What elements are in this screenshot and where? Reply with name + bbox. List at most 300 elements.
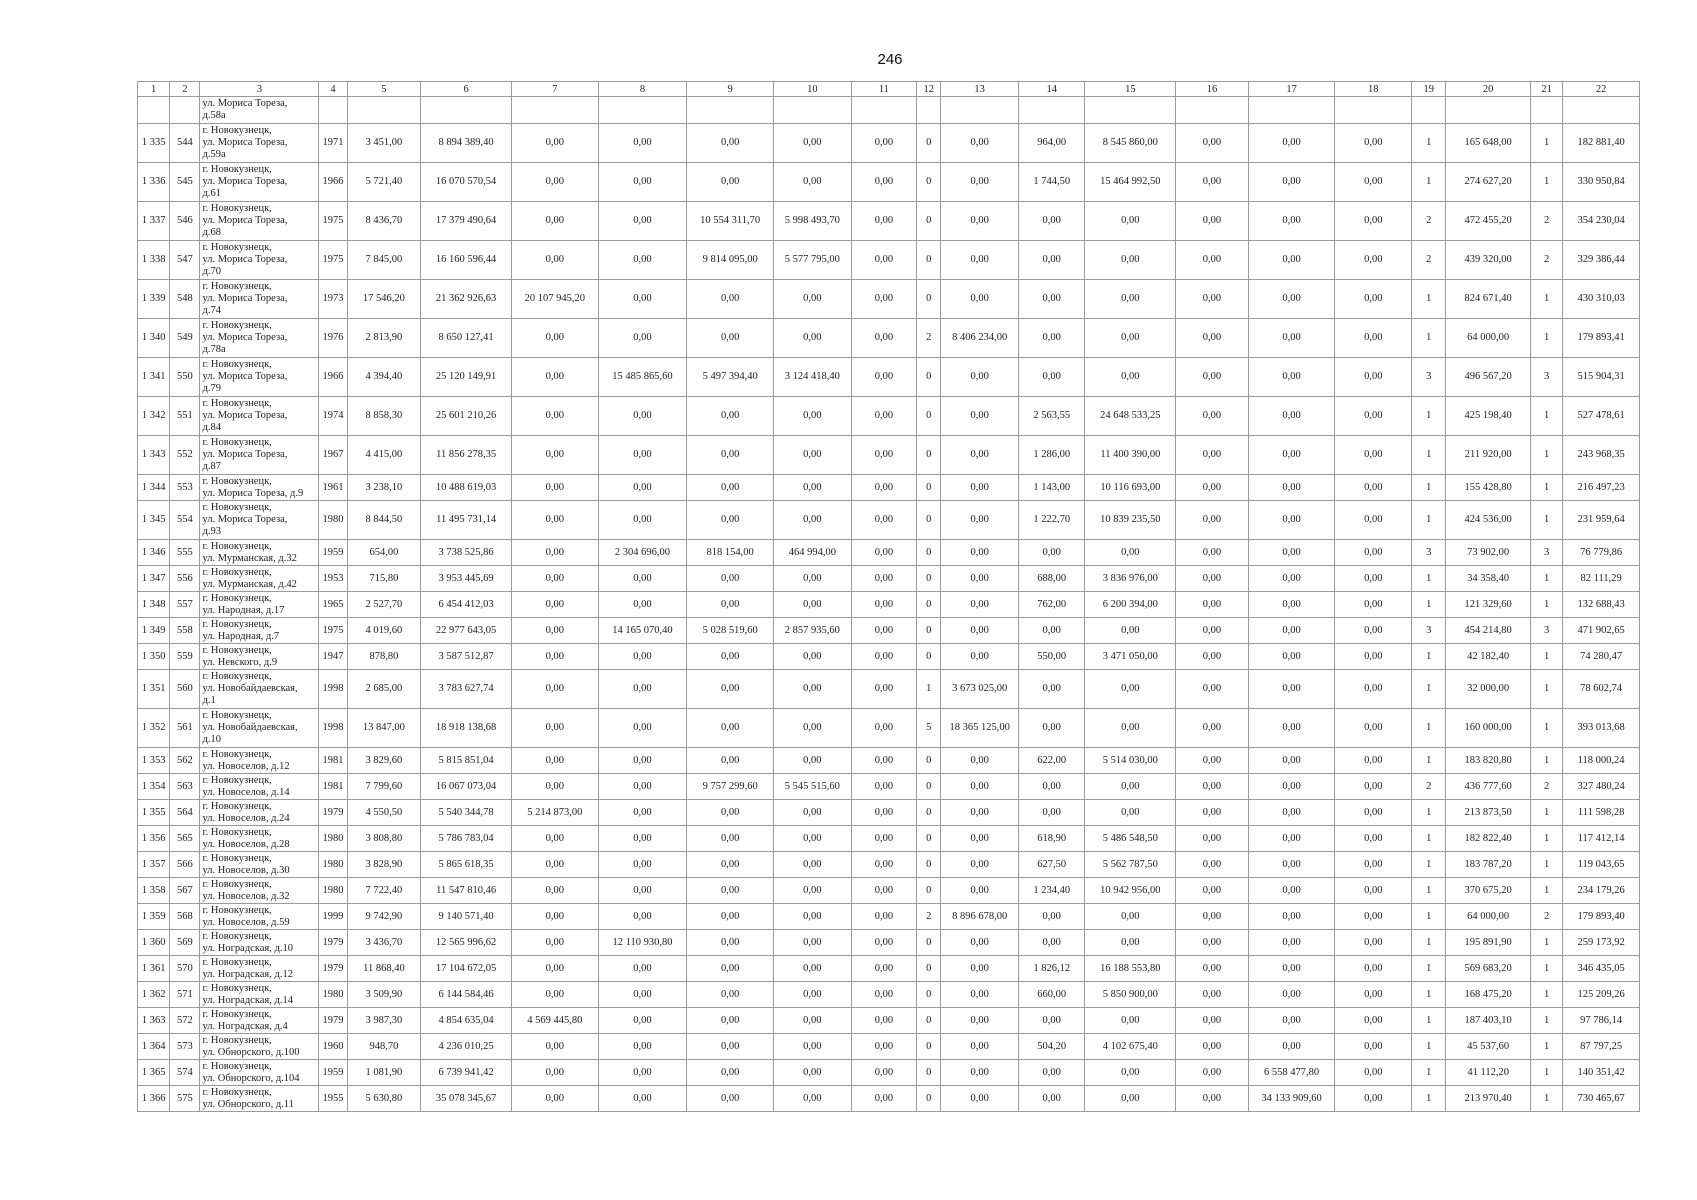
table-cell: 6 739 941,42 — [421, 1060, 512, 1086]
address-cell — [200, 501, 319, 540]
table-cell: 5 786 783,04 — [421, 826, 512, 852]
table-cell: 0,00 — [1335, 930, 1412, 956]
table-cell: 0,00 — [851, 163, 917, 202]
table-cell: 1953 — [319, 566, 347, 592]
table-cell: 0 — [917, 852, 941, 878]
table-cell: 0,00 — [687, 852, 774, 878]
table-cell: 0,00 — [1085, 202, 1176, 241]
table-cell: 1 335 — [138, 124, 170, 163]
table-cell: 0,00 — [1335, 592, 1412, 618]
table-cell: 179 893,40 — [1563, 904, 1640, 930]
table-cell: 0,00 — [941, 1086, 1019, 1112]
table-cell: 4 102 675,40 — [1085, 1034, 1176, 1060]
table-cell: 0,00 — [774, 280, 852, 319]
address-line: г. Новокузнецк, — [202, 592, 272, 604]
address-cell — [200, 800, 319, 826]
table-cell: 0,00 — [774, 904, 852, 930]
table-cell: 0,00 — [1335, 670, 1412, 709]
table-cell: 5 514 030,00 — [1085, 748, 1176, 774]
cell — [1335, 97, 1412, 124]
table-cell: 0,00 — [687, 826, 774, 852]
table-cell: 5 815 851,04 — [421, 748, 512, 774]
table-cell: 0 — [917, 540, 941, 566]
table-cell: 0,00 — [941, 956, 1019, 982]
table-cell: 574 — [170, 1060, 200, 1086]
table-cell: 0,00 — [774, 1086, 852, 1112]
table-cell: 179 893,41 — [1563, 319, 1640, 358]
table-cell: 0,00 — [941, 475, 1019, 501]
table-cell: 0,00 — [1248, 475, 1335, 501]
table-cell: 0,00 — [598, 982, 687, 1008]
table-cell: 1 — [1531, 319, 1563, 358]
table-cell: 1966 — [319, 163, 347, 202]
address-line: ул. Мориса Тореза, — [202, 137, 288, 148]
table-cell: 552 — [170, 436, 200, 475]
table-cell: 1 — [1531, 1034, 1563, 1060]
address-line: ул. Мориса Тореза, — [202, 293, 288, 304]
table-cell: 0,00 — [774, 982, 852, 1008]
table-cell: 0,00 — [851, 1008, 917, 1034]
table-cell: 0,00 — [774, 852, 852, 878]
table-cell: 0 — [917, 592, 941, 618]
table-cell: 18 918 138,68 — [421, 709, 512, 748]
table-cell: 0 — [917, 501, 941, 540]
table-cell: 0,00 — [598, 202, 687, 241]
table-cell: 10 942 956,00 — [1085, 878, 1176, 904]
table-cell: 1966 — [319, 358, 347, 397]
table-cell: 0,00 — [598, 748, 687, 774]
table-cell: 0,00 — [511, 397, 598, 436]
table-cell: 76 779,86 — [1563, 540, 1640, 566]
table-cell: 1 337 — [138, 202, 170, 241]
table-cell: 0,00 — [941, 280, 1019, 319]
address-cell — [200, 1034, 319, 1060]
table-cell: 0,00 — [598, 475, 687, 501]
table-cell: 1 — [1412, 280, 1446, 319]
table-cell: 0,00 — [1248, 956, 1335, 982]
table-row — [138, 618, 1640, 644]
table-cell: 0,00 — [598, 878, 687, 904]
address-line: ул. Ноградская, д.10 — [202, 942, 293, 954]
table-cell: 0,00 — [1248, 592, 1335, 618]
table-cell: 0,00 — [941, 163, 1019, 202]
column-header: 6 — [421, 82, 512, 97]
table-cell: 0,00 — [687, 280, 774, 319]
table-cell: 121 329,60 — [1446, 592, 1531, 618]
cell — [1446, 97, 1531, 124]
table-cell: 0,00 — [941, 982, 1019, 1008]
table-cell: 5 562 787,50 — [1085, 852, 1176, 878]
table-cell: 8 406 234,00 — [941, 319, 1019, 358]
table-cell: 24 648 533,25 — [1085, 397, 1176, 436]
table-cell: 762,00 — [1018, 592, 1085, 618]
table-cell: 0,00 — [598, 319, 687, 358]
table-cell: 8 858,30 — [347, 397, 421, 436]
address-cell — [200, 1086, 319, 1112]
table-cell: 1 365 — [138, 1060, 170, 1086]
column-header: 18 — [1335, 82, 1412, 97]
table-cell: 1955 — [319, 1086, 347, 1112]
table-cell: 5 — [917, 709, 941, 748]
table-cell: 549 — [170, 319, 200, 358]
table-cell: 4 019,60 — [347, 618, 421, 644]
table-cell: 567 — [170, 878, 200, 904]
table-cell: 565 — [170, 826, 200, 852]
cell — [851, 97, 917, 124]
table-cell: 234 179,26 — [1563, 878, 1640, 904]
table-cell: 213 873,50 — [1446, 800, 1531, 826]
table-cell: 1 — [1412, 475, 1446, 501]
table-row — [138, 241, 1640, 280]
column-header: 17 — [1248, 82, 1335, 97]
address-line: г. Новокузнецк, — [202, 982, 272, 994]
table-cell: 1 081,90 — [347, 1060, 421, 1086]
continuation-row — [138, 97, 1640, 124]
table-cell: 165 648,00 — [1446, 124, 1531, 163]
table-row — [138, 956, 1640, 982]
table-cell: 1979 — [319, 956, 347, 982]
table-cell: 0,00 — [687, 319, 774, 358]
table-cell: 160 000,00 — [1446, 709, 1531, 748]
table-cell: 0,00 — [1085, 670, 1176, 709]
table-cell: 8 436,70 — [347, 202, 421, 241]
table-cell: 168 475,20 — [1446, 982, 1531, 1008]
table-cell: 12 110 930,80 — [598, 930, 687, 956]
table-cell: 0,00 — [1176, 709, 1249, 748]
address-cell — [200, 904, 319, 930]
table-cell: 0,00 — [774, 1034, 852, 1060]
table-cell: 370 675,20 — [1446, 878, 1531, 904]
table-cell: 0,00 — [1176, 241, 1249, 280]
table-cell: 618,90 — [1018, 826, 1085, 852]
table-cell: 824 671,40 — [1446, 280, 1531, 319]
table-cell: 0,00 — [774, 826, 852, 852]
table-cell: 3 — [1531, 358, 1563, 397]
table-cell: 2 — [1412, 241, 1446, 280]
column-header: 9 — [687, 82, 774, 97]
table-cell: 546 — [170, 202, 200, 241]
table-cell: 0,00 — [851, 124, 917, 163]
table-cell: 274 627,20 — [1446, 163, 1531, 202]
table-cell: 0,00 — [941, 1060, 1019, 1086]
cell — [1018, 97, 1085, 124]
table-cell: 0,00 — [941, 748, 1019, 774]
table-cell: 0,00 — [1176, 202, 1249, 241]
table-cell: 0,00 — [941, 878, 1019, 904]
table-cell: 1975 — [319, 618, 347, 644]
table-cell: 0,00 — [1335, 709, 1412, 748]
address-line: ул. Новоселов, д.59 — [202, 916, 290, 928]
table-cell: 97 786,14 — [1563, 1008, 1640, 1034]
table-cell: 0,00 — [1176, 904, 1249, 930]
table-cell: 569 — [170, 930, 200, 956]
table-cell: 1 — [1412, 670, 1446, 709]
table-cell: 5 850 900,00 — [1085, 982, 1176, 1008]
table-cell: 0,00 — [687, 566, 774, 592]
table-cell: 1 — [1531, 1086, 1563, 1112]
table-cell: 0 — [917, 1086, 941, 1112]
table-cell: 0,00 — [1085, 709, 1176, 748]
table-cell: 0,00 — [1248, 241, 1335, 280]
table-cell: 2 — [917, 904, 941, 930]
table-cell: 1998 — [319, 709, 347, 748]
table-cell: 545 — [170, 163, 200, 202]
table-cell: 73 902,00 — [1446, 540, 1531, 566]
table-cell: 0,00 — [1335, 852, 1412, 878]
table-row — [138, 1060, 1640, 1086]
table-cell: 0,00 — [1248, 644, 1335, 670]
table-cell: 1 356 — [138, 826, 170, 852]
table-cell: 0,00 — [687, 436, 774, 475]
table-cell: 0,00 — [1335, 618, 1412, 644]
table-cell: 0,00 — [511, 358, 598, 397]
table-cell: 2 — [1531, 202, 1563, 241]
table-cell: 0,00 — [851, 319, 917, 358]
table-cell: 0,00 — [1335, 202, 1412, 241]
table-cell: 2 304 696,00 — [598, 540, 687, 566]
table-cell: 0,00 — [774, 644, 852, 670]
table-cell: 0,00 — [511, 956, 598, 982]
table-cell: 330 950,84 — [1563, 163, 1640, 202]
table-cell: 15 485 865,60 — [598, 358, 687, 397]
table-cell: 10 839 235,50 — [1085, 501, 1176, 540]
table-cell: 0,00 — [774, 592, 852, 618]
table-row — [138, 904, 1640, 930]
address-line: ул. Народная, д.17 — [202, 604, 285, 616]
table-cell: 354 230,04 — [1563, 202, 1640, 241]
table-cell: 0,00 — [774, 124, 852, 163]
table-cell: 1 352 — [138, 709, 170, 748]
table-cell: 0,00 — [851, 748, 917, 774]
table-cell: 16 070 570,54 — [421, 163, 512, 202]
table-cell: 125 209,26 — [1563, 982, 1640, 1008]
table-cell: 0,00 — [941, 202, 1019, 241]
table-cell: 544 — [170, 124, 200, 163]
table-cell: 0 — [917, 644, 941, 670]
address-line: г. Новокузнецк, — [202, 644, 272, 656]
table-cell: 0,00 — [851, 1086, 917, 1112]
table-cell: 551 — [170, 397, 200, 436]
table-cell: 1 — [917, 670, 941, 709]
table-cell: 0,00 — [598, 774, 687, 800]
table-cell: 0,00 — [1085, 930, 1176, 956]
address-line: ул. Мориса Тореза, — [202, 514, 288, 525]
table-cell: 0,00 — [511, 124, 598, 163]
table-cell: 0,00 — [1248, 501, 1335, 540]
table-cell: 3 987,30 — [347, 1008, 421, 1034]
address-cell — [200, 748, 319, 774]
table-cell: 0,00 — [511, 1034, 598, 1060]
table-row — [138, 1086, 1640, 1112]
table-cell: 0,00 — [511, 852, 598, 878]
table-cell: 21 362 926,63 — [421, 280, 512, 319]
table-cell: 5 630,80 — [347, 1086, 421, 1112]
table-cell: 1 — [1412, 592, 1446, 618]
table-cell: 7 722,40 — [347, 878, 421, 904]
table-cell: 0,00 — [1085, 358, 1176, 397]
table-cell: 1 — [1531, 566, 1563, 592]
table-cell: 0,00 — [511, 774, 598, 800]
table-cell: 17 379 490,64 — [421, 202, 512, 241]
table-cell: 0,00 — [1335, 397, 1412, 436]
table-cell: 243 968,35 — [1563, 436, 1640, 475]
table-cell: 0,00 — [511, 904, 598, 930]
table-cell: 527 478,61 — [1563, 397, 1640, 436]
address-line: д.58а — [202, 110, 226, 121]
table-cell: 4 569 445,80 — [511, 1008, 598, 1034]
table-cell: 0,00 — [1018, 618, 1085, 644]
table-cell: 0,00 — [1018, 904, 1085, 930]
table-cell: 0,00 — [1176, 397, 1249, 436]
table-cell: 1 347 — [138, 566, 170, 592]
table-cell: 1 364 — [138, 1034, 170, 1060]
table-cell: 0,00 — [851, 670, 917, 709]
table-cell: 0,00 — [598, 956, 687, 982]
table-cell: 1 — [1412, 748, 1446, 774]
table-cell: 0,00 — [687, 878, 774, 904]
column-header: 19 — [1412, 82, 1446, 97]
table-cell: 1947 — [319, 644, 347, 670]
table-cell: 1 — [1412, 644, 1446, 670]
table-row — [138, 202, 1640, 241]
table-cell: 7 845,00 — [347, 241, 421, 280]
table-cell: 0,00 — [851, 826, 917, 852]
table-cell: 1975 — [319, 202, 347, 241]
table-cell: 0,00 — [774, 956, 852, 982]
column-header-row — [138, 82, 1640, 97]
table-cell: 0,00 — [851, 501, 917, 540]
table-cell: 1 — [1412, 1060, 1446, 1086]
table-cell: 3 238,10 — [347, 475, 421, 501]
table-cell: 3 828,90 — [347, 852, 421, 878]
table-cell: 0,00 — [687, 124, 774, 163]
table-cell: 0,00 — [1248, 709, 1335, 748]
table-cell: 555 — [170, 540, 200, 566]
table-cell: 1 826,12 — [1018, 956, 1085, 982]
cell — [774, 97, 852, 124]
table-cell: 575 — [170, 1086, 200, 1112]
address-line: ул. Новоселов, д.24 — [202, 812, 290, 824]
table-cell: 0,00 — [941, 930, 1019, 956]
table-cell: 111 598,28 — [1563, 800, 1640, 826]
table-cell: 0,00 — [687, 1060, 774, 1086]
table-cell: 0,00 — [1335, 748, 1412, 774]
table-row — [138, 1034, 1640, 1060]
address-cell — [200, 124, 319, 163]
table-cell: 3 829,60 — [347, 748, 421, 774]
table-cell: 0,00 — [1335, 1034, 1412, 1060]
table-cell: 1980 — [319, 501, 347, 540]
table-cell: 3 — [1531, 618, 1563, 644]
table-cell: 5 214 873,00 — [511, 800, 598, 826]
table-cell: 0,00 — [1176, 358, 1249, 397]
table-cell: 0,00 — [687, 644, 774, 670]
address-cell — [200, 826, 319, 852]
address-cell — [200, 319, 319, 358]
table-cell: 0,00 — [1018, 800, 1085, 826]
table-cell: 1981 — [319, 748, 347, 774]
table-cell: 550,00 — [1018, 644, 1085, 670]
table-cell: 0,00 — [851, 709, 917, 748]
table-cell: 0,00 — [598, 709, 687, 748]
table-cell: 0,00 — [1176, 618, 1249, 644]
address-line: г. Новокузнецк, — [202, 671, 272, 682]
table-row — [138, 644, 1640, 670]
table-cell: 0,00 — [1018, 1060, 1085, 1086]
address-line: д.61 — [202, 188, 221, 199]
table-cell: 1961 — [319, 475, 347, 501]
address-line: ул. Новоселов, д.32 — [202, 890, 290, 902]
table-cell: 1980 — [319, 852, 347, 878]
table-cell: 0,00 — [851, 618, 917, 644]
address-line: ул. Мориса Тореза, — [202, 449, 288, 460]
address-line: ул. Ноградская, д.14 — [202, 994, 293, 1006]
cell — [1531, 97, 1563, 124]
table-cell: 1 — [1412, 800, 1446, 826]
table-cell: 1 286,00 — [1018, 436, 1085, 475]
table-cell: 6 144 584,46 — [421, 982, 512, 1008]
address-line: ул. Мурманская, д.42 — [202, 578, 297, 590]
table-cell: 1 343 — [138, 436, 170, 475]
address-cell — [200, 774, 319, 800]
table-cell: 1960 — [319, 1034, 347, 1060]
table-cell: 87 797,25 — [1563, 1034, 1640, 1060]
address-line: г. Новокузнецк, — [202, 359, 272, 370]
address-cell — [200, 358, 319, 397]
table-cell: 964,00 — [1018, 124, 1085, 163]
cell — [1085, 97, 1176, 124]
table-cell: 1998 — [319, 670, 347, 709]
table-cell: 0,00 — [1335, 644, 1412, 670]
address-line: г. Новокузнецк, — [202, 826, 272, 838]
table-cell: 0,00 — [1085, 319, 1176, 358]
table-cell: 1 — [1412, 982, 1446, 1008]
table-cell: 0,00 — [598, 1060, 687, 1086]
address-line: г. Новокузнецк, — [202, 437, 272, 448]
table-cell: 464 994,00 — [774, 540, 852, 566]
address-cell — [200, 592, 319, 618]
table-cell: 1 — [1531, 852, 1563, 878]
table-cell: 0,00 — [1085, 241, 1176, 280]
table-cell: 0,00 — [1176, 670, 1249, 709]
cell — [1412, 97, 1446, 124]
table-cell: 0,00 — [598, 241, 687, 280]
table-cell: 1 — [1531, 982, 1563, 1008]
table-cell: 0,00 — [774, 930, 852, 956]
cell — [1248, 97, 1335, 124]
table-cell: 0,00 — [1176, 566, 1249, 592]
table-cell: 0,00 — [1176, 475, 1249, 501]
table-cell: 430 310,03 — [1563, 280, 1640, 319]
table-cell: 0 — [917, 397, 941, 436]
table-cell: 0,00 — [511, 982, 598, 1008]
cell — [598, 97, 687, 124]
column-header: 8 — [598, 82, 687, 97]
table-cell: 0,00 — [851, 540, 917, 566]
table-cell: 0,00 — [774, 501, 852, 540]
table-cell: 1 — [1412, 878, 1446, 904]
column-header: 3 — [200, 82, 319, 97]
address-cell — [200, 566, 319, 592]
table-cell: 0,00 — [1018, 358, 1085, 397]
table-cell: 34 358,40 — [1446, 566, 1531, 592]
address-line: д.70 — [202, 266, 221, 277]
table-cell: 0 — [917, 618, 941, 644]
address-cell — [200, 280, 319, 319]
table-cell: 4 550,50 — [347, 800, 421, 826]
table-cell: 6 558 477,80 — [1248, 1060, 1335, 1086]
table-cell: 1 — [1412, 1034, 1446, 1060]
